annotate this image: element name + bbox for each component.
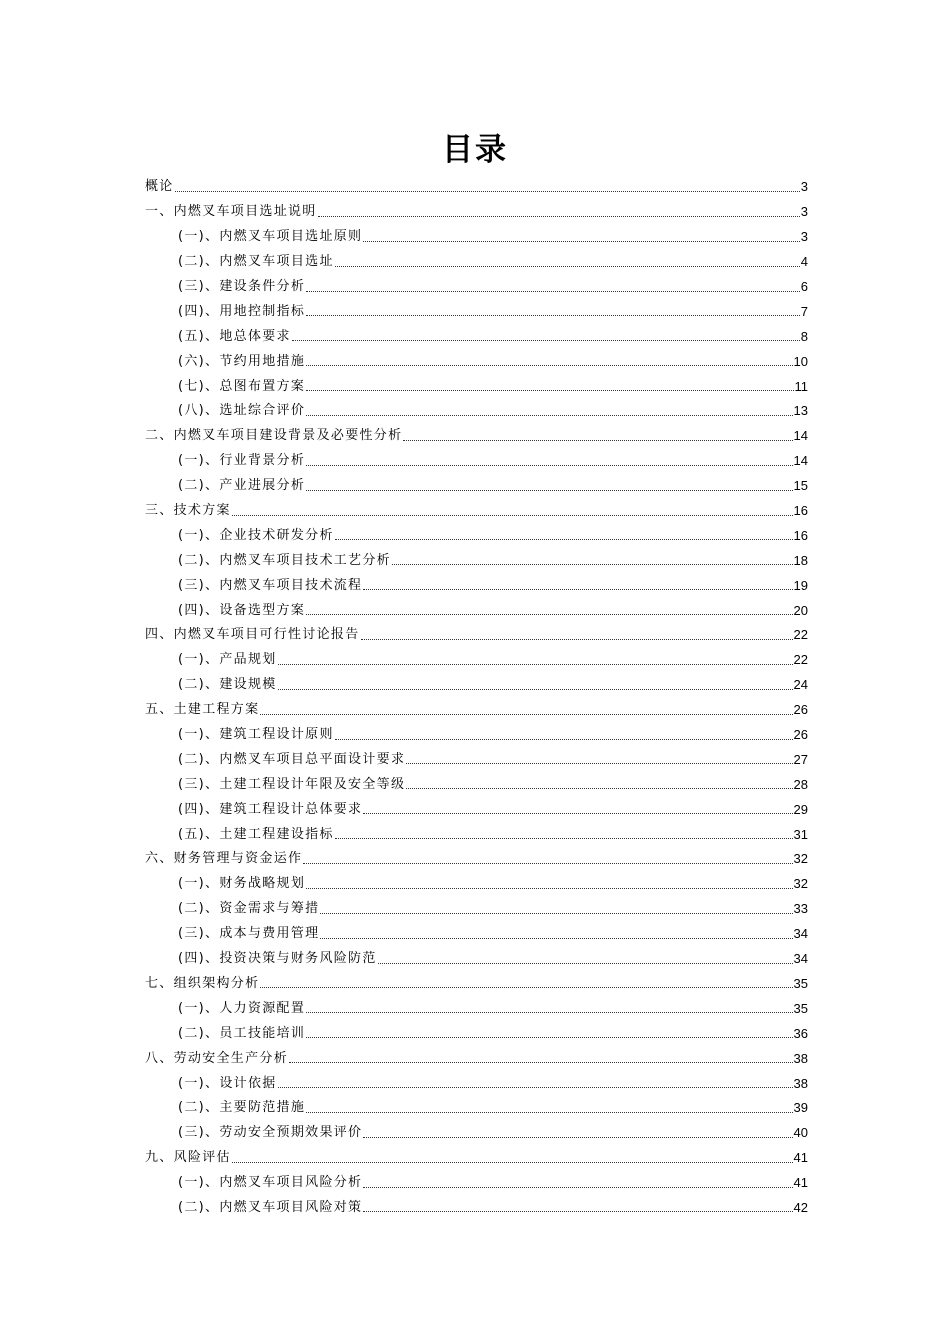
toc-dot-leader	[406, 763, 792, 764]
toc-dot-leader	[318, 216, 800, 217]
toc-page-number: 3	[800, 179, 808, 195]
toc-dot-leader	[363, 1187, 792, 1188]
toc-entry-text: (二)、建设规模	[178, 677, 277, 693]
toc-dot-leader	[306, 465, 792, 466]
toc-page-number: 33	[793, 901, 808, 917]
toc-entry[interactable]	[145, 1096, 808, 1121]
toc-entry[interactable]	[145, 797, 808, 822]
toc-page-number: 38	[793, 1050, 808, 1066]
toc-entry-text: (一)、财务战略规划	[178, 876, 306, 892]
toc-dot-leader	[278, 689, 793, 690]
toc-page-number: 4	[800, 254, 808, 270]
toc-page-number: 31	[793, 826, 808, 842]
toc-entry[interactable]	[145, 374, 808, 399]
toc-page-number: 10	[793, 353, 808, 369]
toc-entry-text: 二、内燃叉车项目建设背景及必要性分析	[145, 428, 403, 444]
toc-dot-leader	[260, 987, 792, 988]
toc-dot-leader	[306, 315, 800, 316]
toc-page-number: 34	[793, 951, 808, 967]
toc-entry[interactable]	[145, 1171, 808, 1196]
toc-entry[interactable]	[145, 349, 808, 374]
toc-page-number: 6	[800, 279, 808, 294]
toc-entry-text: (八)、选址综合评价	[178, 403, 306, 419]
toc-entry-text: (一)、产品规划	[178, 652, 277, 668]
toc-page-number: 18	[793, 552, 808, 568]
toc-dot-leader	[175, 191, 800, 192]
toc-page-number: 3	[800, 229, 808, 245]
toc-entry-text: (一)、企业技术研发分析	[178, 527, 334, 543]
toc-dot-leader	[306, 1112, 792, 1113]
toc-entry-text: (三)、成本与费用管理	[178, 926, 320, 942]
toc-page-number: 16	[793, 527, 808, 543]
toc-entry-text: 七、组织架构分析	[145, 975, 260, 991]
toc-entry[interactable]	[145, 972, 808, 997]
toc-entry-text: 一、内燃叉车项目选址说明	[145, 204, 317, 220]
toc-dot-leader	[306, 490, 792, 491]
toc-page-number: 36	[793, 1025, 808, 1041]
toc-entry-text: (二)、资金需求与筹措	[178, 901, 320, 917]
toc-entry-text: (二)、员工技能培训	[178, 1025, 306, 1041]
toc-entry-text: (二)、产业进展分析	[178, 478, 306, 494]
toc-dot-leader	[232, 515, 793, 516]
toc-dot-leader	[335, 539, 793, 540]
toc-entry[interactable]	[145, 499, 808, 524]
toc-entry[interactable]	[145, 623, 808, 648]
toc-list	[145, 175, 808, 1220]
toc-entry[interactable]	[145, 822, 808, 847]
toc-entry-text: (二)、内燃叉车项目风险对策	[178, 1199, 363, 1215]
toc-dot-leader	[363, 1211, 792, 1212]
toc-page-number: 32	[793, 851, 808, 867]
toc-page-number: 42	[793, 1199, 808, 1215]
toc-entry[interactable]	[145, 474, 808, 499]
toc-entry-text: (四)、投资决策与财务风险防范	[178, 951, 377, 967]
toc-dot-leader	[260, 714, 792, 715]
toc-page-number: 20	[793, 602, 808, 618]
toc-dot-leader	[303, 863, 792, 864]
toc-page-number: 24	[793, 677, 808, 693]
toc-entry-text: 九、风险评估	[145, 1150, 231, 1166]
toc-dot-leader	[306, 1037, 792, 1038]
toc-entry-text: (五)、土建工程建设指标	[178, 826, 334, 842]
toc-page-number: 27	[793, 751, 808, 767]
toc-entry-text: (一)、设计依据	[178, 1075, 277, 1091]
toc-entry[interactable]	[145, 673, 808, 698]
toc-dot-leader	[363, 813, 792, 814]
toc-page-number: 22	[793, 627, 808, 643]
toc-page-number: 35	[793, 975, 808, 991]
toc-page-number: 15	[793, 478, 808, 494]
toc-dot-leader	[320, 938, 792, 939]
toc-entry[interactable]	[145, 275, 808, 300]
toc-entry-text: (三)、劳动安全预期效果评价	[178, 1125, 363, 1141]
toc-dot-leader	[363, 241, 799, 242]
toc-dot-leader	[320, 913, 792, 914]
toc-entry-text: (二)、内燃叉车项目总平面设计要求	[178, 751, 406, 767]
toc-dot-leader	[335, 739, 793, 740]
toc-dot-leader	[306, 614, 792, 615]
toc-entry[interactable]	[145, 996, 808, 1021]
toc-page-number: 28	[793, 776, 808, 792]
toc-entry[interactable]	[145, 922, 808, 947]
toc-dot-leader	[306, 291, 800, 292]
toc-dot-leader	[392, 564, 793, 565]
toc-page-number: 7	[800, 303, 808, 319]
toc-entry[interactable]	[145, 1071, 808, 1096]
toc-dot-leader	[363, 589, 792, 590]
toc-page-number: 40	[793, 1125, 808, 1141]
toc-entry-text: (二)、主要防范措施	[178, 1100, 306, 1116]
toc-entry[interactable]	[145, 324, 808, 349]
toc-entry[interactable]	[145, 723, 808, 748]
toc-dot-leader	[363, 1137, 792, 1138]
toc-entry[interactable]	[145, 424, 808, 449]
toc-entry[interactable]	[145, 648, 808, 673]
toc-entry-text: (五)、地总体要求	[178, 328, 291, 344]
toc-entry[interactable]	[145, 872, 808, 897]
toc-page-number: 13	[793, 403, 808, 419]
toc-entry[interactable]	[145, 1046, 808, 1071]
toc-entry-text: (一)、建筑工程设计原则	[178, 727, 334, 743]
toc-dot-leader	[335, 266, 800, 267]
toc-entry[interactable]	[145, 399, 808, 424]
toc-page-number: 11	[794, 378, 808, 394]
toc-entry[interactable]	[145, 175, 808, 200]
toc-entry[interactable]	[145, 897, 808, 922]
toc-dot-leader	[361, 639, 793, 640]
toc-entry-text: (二)、内燃叉车项目技术工艺分析	[178, 552, 391, 568]
toc-dot-leader	[232, 1162, 793, 1163]
toc-entry[interactable]	[145, 947, 808, 972]
toc-entry[interactable]	[145, 299, 808, 324]
toc-entry-text: (三)、土建工程设计年限及安全等级	[178, 776, 406, 792]
toc-dot-leader	[289, 1062, 793, 1063]
toc-page-number: 14	[793, 453, 808, 469]
toc-entry[interactable]	[145, 1146, 808, 1171]
toc-dot-leader	[403, 440, 792, 441]
toc-entry[interactable]	[145, 1021, 808, 1046]
toc-entry-text: 八、劳动安全生产分析	[145, 1050, 289, 1066]
toc-dot-leader	[278, 664, 793, 665]
toc-entry[interactable]	[145, 449, 808, 474]
toc-page-number: 41	[793, 1175, 808, 1191]
toc-page-number: 34	[793, 926, 808, 942]
toc-dot-leader	[306, 415, 792, 416]
toc-page-number: 16	[793, 503, 808, 519]
toc-entry-text: (六)、节约用地措施	[178, 353, 306, 369]
toc-entry[interactable]	[145, 1196, 808, 1221]
toc-entry[interactable]	[145, 200, 808, 225]
toc-page-number: 22	[793, 652, 808, 668]
toc-dot-leader	[306, 888, 792, 889]
toc-page-number: 14	[793, 428, 808, 444]
toc-page-number: 38	[793, 1075, 808, 1091]
toc-page-number: 32	[793, 876, 808, 892]
toc-entry-text: 六、财务管理与资金运作	[145, 851, 303, 867]
toc-entry-text: 四、内燃叉车项目可行性讨论报告	[145, 627, 360, 643]
toc-entry[interactable]	[145, 698, 808, 723]
toc-entry[interactable]	[145, 250, 808, 275]
toc-entry-text: (四)、设备选型方案	[178, 602, 306, 618]
toc-entry[interactable]	[145, 523, 808, 548]
toc-dot-leader	[306, 1012, 792, 1013]
toc-page-number: 39	[793, 1100, 808, 1116]
toc-entry[interactable]	[145, 1121, 808, 1146]
toc-dot-leader	[306, 365, 792, 366]
toc-entry[interactable]	[145, 225, 808, 250]
toc-entry-text: (一)、内燃叉车项目选址原则	[178, 229, 363, 245]
toc-page-number: 26	[793, 702, 808, 718]
toc-entry[interactable]	[145, 548, 808, 573]
toc-page-number: 35	[793, 1000, 808, 1016]
toc-dot-leader	[292, 340, 800, 341]
toc-entry-text: (四)、建筑工程设计总体要求	[178, 801, 363, 817]
toc-entry-text: 三、技术方案	[145, 503, 231, 519]
toc-dot-leader	[406, 788, 792, 789]
toc-dot-leader	[378, 963, 793, 964]
toc-page-number: 3	[800, 204, 808, 220]
toc-page-number: 8	[800, 328, 808, 344]
toc-title: 目录	[442, 132, 508, 168]
toc-entry-text: 五、土建工程方案	[145, 702, 260, 718]
toc-entry-text: (四)、用地控制指标	[178, 303, 306, 319]
toc-entry[interactable]	[145, 772, 808, 797]
toc-entry-text: 概论	[145, 179, 174, 195]
toc-page-number: 26	[793, 727, 808, 743]
toc-entry[interactable]	[145, 573, 808, 598]
toc-entry-text: (七)、总图布置方案	[178, 378, 306, 394]
toc-page-number: 29	[793, 801, 808, 817]
toc-dot-leader	[278, 1087, 793, 1088]
toc-entry-text: (三)、建设条件分析	[178, 279, 306, 294]
toc-page-number: 19	[793, 577, 808, 593]
toc-entry-text: (二)、内燃叉车项目选址	[178, 254, 334, 270]
toc-dot-leader	[306, 390, 793, 391]
toc-entry-text: (一)、内燃叉车项目风险分析	[178, 1175, 363, 1191]
toc-entry-text: (一)、行业背景分析	[178, 453, 306, 469]
toc-entry-text: (一)、人力资源配置	[178, 1000, 306, 1016]
toc-dot-leader	[335, 838, 793, 839]
toc-entry[interactable]	[145, 598, 808, 623]
toc-page-number: 41	[793, 1150, 808, 1166]
toc-entry[interactable]	[145, 747, 808, 772]
toc-entry[interactable]	[145, 847, 808, 872]
toc-entry-text: (三)、内燃叉车项目技术流程	[178, 577, 363, 593]
